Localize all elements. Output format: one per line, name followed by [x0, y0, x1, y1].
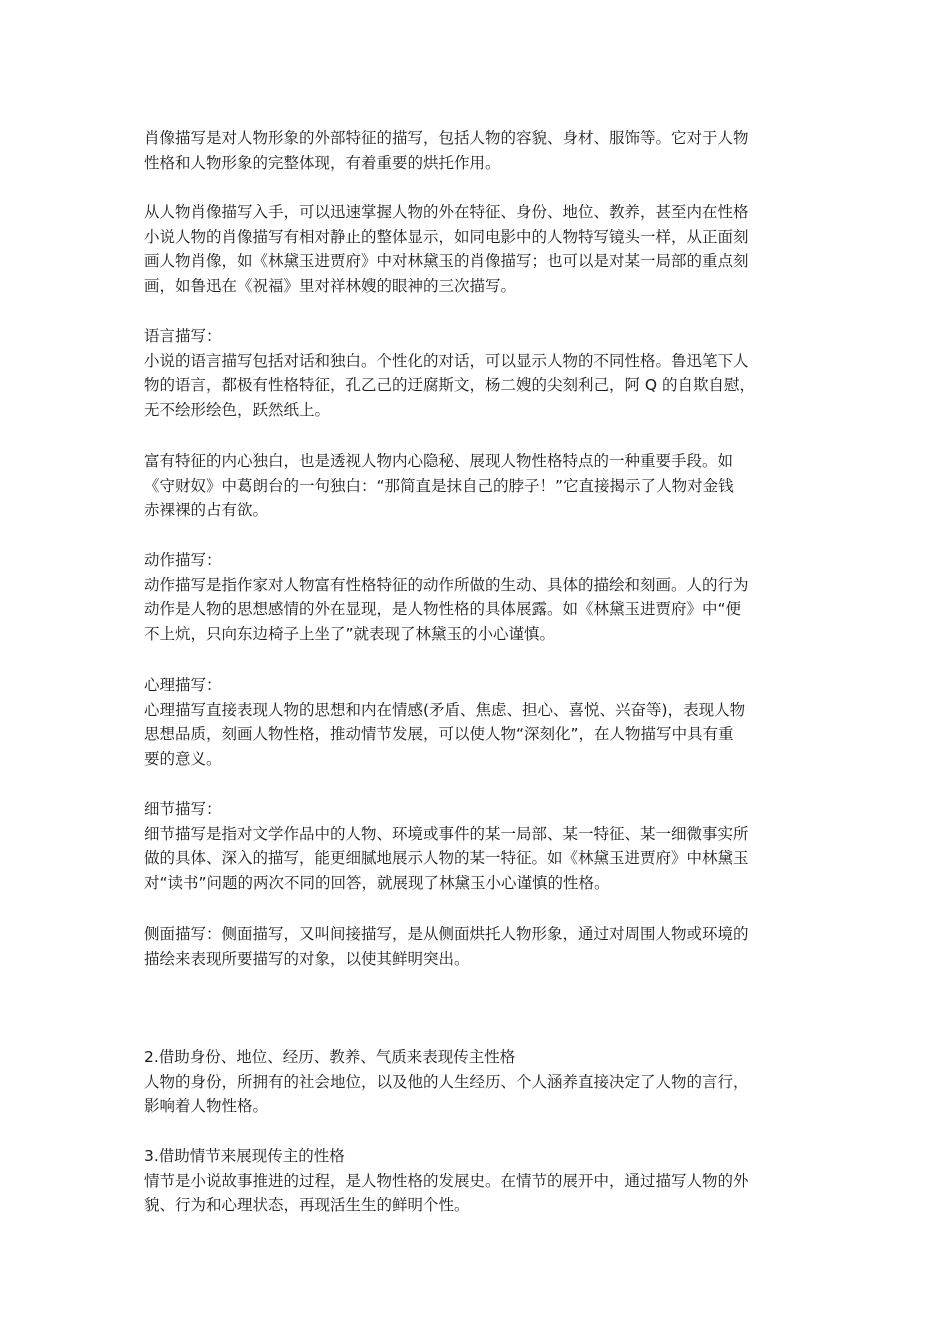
text-line: 心理描写直接表现人物的思想和内在情感(矛盾、焦虑、担心、喜悦、兴奋等)，表现人物 — [144, 700, 746, 719]
section-heading: 语言描写： — [144, 327, 222, 345]
text-line: 从人物肖像描写入手，可以迅速掌握人物的外在特征、身份、地位、教养，甚至内在性格 — [144, 203, 749, 221]
paragraph-action — [144, 548, 810, 646]
section-heading: 动作描写： — [144, 551, 222, 569]
text-line: 不上炕，只向东边椅子上坐了”就表现了林黛玉的小心谨慎。 — [144, 624, 556, 643]
text-line: 动作是人物的思想感情的外在显现，是人物性格的具体展露。如《林黛玉进贾府》中“便 — [144, 600, 742, 618]
text-line: 人物的身份，所拥有的社会地位，以及他的人生经历、个人涵养直接决定了人物的言行， — [144, 1072, 749, 1091]
paragraph-portrait — [144, 126, 810, 175]
text-line: 侧面描写：侧面描写，又叫间接描写，是从侧面烘托人物形象，通过对周围人物或环境的 — [144, 925, 749, 943]
section-heading: 2.借助身份、地位、经历、教养、气质来表现传主性格 — [144, 1048, 516, 1066]
text-line: 要的意义。 — [144, 749, 222, 768]
text-line: 小说的语言描写包括对话和独白。个性化的对话，可以显示人物的不同性格。鲁迅笔下人 — [144, 351, 749, 370]
text-line: 貌、行为和心理状态，再现活生生的鲜明个性。 — [144, 1196, 470, 1214]
paragraph-detail — [144, 797, 810, 895]
text-line: 《守财奴》中葛朗台的一句独白：“那简直是抹自己的脖子！”它直接揭示了人物对金钱 — [144, 476, 734, 495]
text-line: 画，如鲁迅在《祝福》里对祥林嫂的眼神的三次描写。 — [144, 276, 517, 295]
paragraph-psychology — [144, 673, 810, 771]
text-line: 画人物肖像，如《林黛玉进贾府》中对林黛玉的肖像描写；也可以是对某一局部的重点刻 — [144, 252, 749, 270]
text-line: 思想品质，刻画人物性格，推动情节发展，可以使人物“深刻化”，在人物描写中具有重 — [144, 725, 734, 743]
text-line: 小说人物的肖像描写有相对静止的整体显示，如同电影中的人物特写镜头一样，从正面刻 — [144, 227, 749, 246]
text-line: 情节是小说故事推进的过程，是人物性格的发展史。在情节的展开中，通过描写人物的外 — [144, 1171, 749, 1190]
section-heading: 细节描写： — [144, 800, 222, 818]
text-line: 细节描写是指对文学作品中的人物、环境或事件的某一局部、某一特征、某一细微事实所 — [144, 824, 749, 843]
paragraph-monologue — [144, 449, 810, 523]
text-line: 对“读书”问题的两次不同的回答，就展现了林黛玉小心谨慎的性格。 — [144, 873, 610, 892]
text-line: 无不绘形绘色，跃然纸上。 — [144, 400, 331, 419]
text-line: 肖像描写是对人物形象的外部特征的描写，包括人物的容貌、身材、服饰等。它对于人物 — [144, 129, 749, 147]
text-line: 性格和人物形象的完整体现，有着重要的烘托作用。 — [144, 153, 501, 172]
text-line: 描绘来表现所要描写的对象，以使其鲜明突出。 — [144, 949, 470, 968]
text-line: 做的具体、深入的描写，能更细腻地展示人物的某一特征。如《林黛玉进贾府》中林黛玉 — [144, 849, 749, 867]
paragraph-identity — [144, 1045, 810, 1119]
paragraph-portrait-detail — [144, 200, 810, 298]
text-line: 赤裸裸的占有欲。 — [144, 501, 269, 519]
paragraph-side — [144, 922, 810, 971]
text-line: 富有特征的内心独白，也是透视人物内心隐秘、展现人物性格特点的一种重要手段。如 — [144, 452, 734, 470]
text-line: 影响着人物性格。 — [144, 1097, 269, 1115]
section-heading: 心理描写： — [144, 676, 222, 694]
text-line: 物的语言，都极有性格特征，孔乙己的迂腐斯文，杨二嫂的尖刻利己，阿 Q 的自欺自慰， — [144, 376, 756, 394]
paragraph-plot — [144, 1144, 810, 1218]
section-heading: 3.借助情节来展现传主的性格 — [144, 1147, 345, 1165]
paragraph-language — [144, 324, 810, 422]
text-line: 动作描写是指作家对人物富有性格特征的动作所做的生动、具体的描绘和刻画。人的行为 — [144, 575, 749, 594]
